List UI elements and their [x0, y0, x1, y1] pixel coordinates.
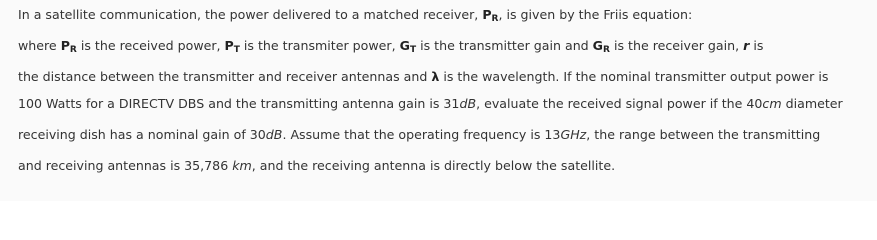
symbol-transmitter-power: $P_T$: [224, 38, 240, 55]
symbol-receiver-gain: $G_R$: [592, 38, 610, 55]
text-segment: 100 Watts for a DIRECTV DBS and the transmitting antenna gain is 31: [18, 96, 460, 111]
problem-line-5: [18, 126, 820, 143]
problem-line-4: [18, 95, 843, 112]
text-segment: . Assume that the operating frequency is 13: [282, 127, 561, 142]
text-segment: where: [18, 38, 61, 53]
symbol-wavelength: λ: [431, 69, 440, 84]
text-segment: is the receiver gain,: [609, 38, 744, 53]
problem-line-6: [18, 157, 615, 174]
symbol-received-power: $P_R$: [60, 38, 77, 55]
text-segment: is the wavelength. If the nominal transmitter output power is: [439, 69, 829, 84]
text-segment: , the range between the transmitting: [586, 127, 821, 142]
problem-line-1: [18, 6, 692, 23]
text-segment: the distance between the transmitter and receiver antennas and: [18, 69, 432, 84]
text-segment: is the received power,: [76, 38, 225, 53]
symbol-transmitter-gain: $G_T$: [399, 38, 417, 55]
unit-km: km: [232, 158, 252, 173]
text-segment: , is given by the Friis equation:: [498, 7, 693, 22]
text-segment: is the transmiter power,: [239, 38, 400, 53]
unit-db: dB: [265, 127, 283, 142]
text-segment: diameter: [781, 96, 843, 111]
text-segment: is: [749, 38, 764, 53]
text-segment: , and the receiving antenna is directly below the satellite.: [251, 158, 616, 173]
problem-line-3: [18, 68, 828, 85]
problem-line-2: [18, 37, 763, 54]
text-segment: In a satellite communication, the power delivered to a matched receiver,: [18, 7, 483, 22]
text-segment: is the transmitter gain and: [416, 38, 593, 53]
text-segment: receiving dish has a nominal gain of 30: [18, 127, 266, 142]
unit-cm: cm: [762, 96, 782, 111]
unit-db: dB: [459, 96, 477, 111]
text-segment: and receiving antennas is 35,786: [18, 158, 233, 173]
unit-ghz: GHz: [560, 127, 587, 142]
symbol-distance: r: [743, 38, 750, 53]
text-segment: , evaluate the received signal power if the 40: [476, 96, 763, 111]
symbol-received-power: $P_R$: [482, 7, 499, 24]
